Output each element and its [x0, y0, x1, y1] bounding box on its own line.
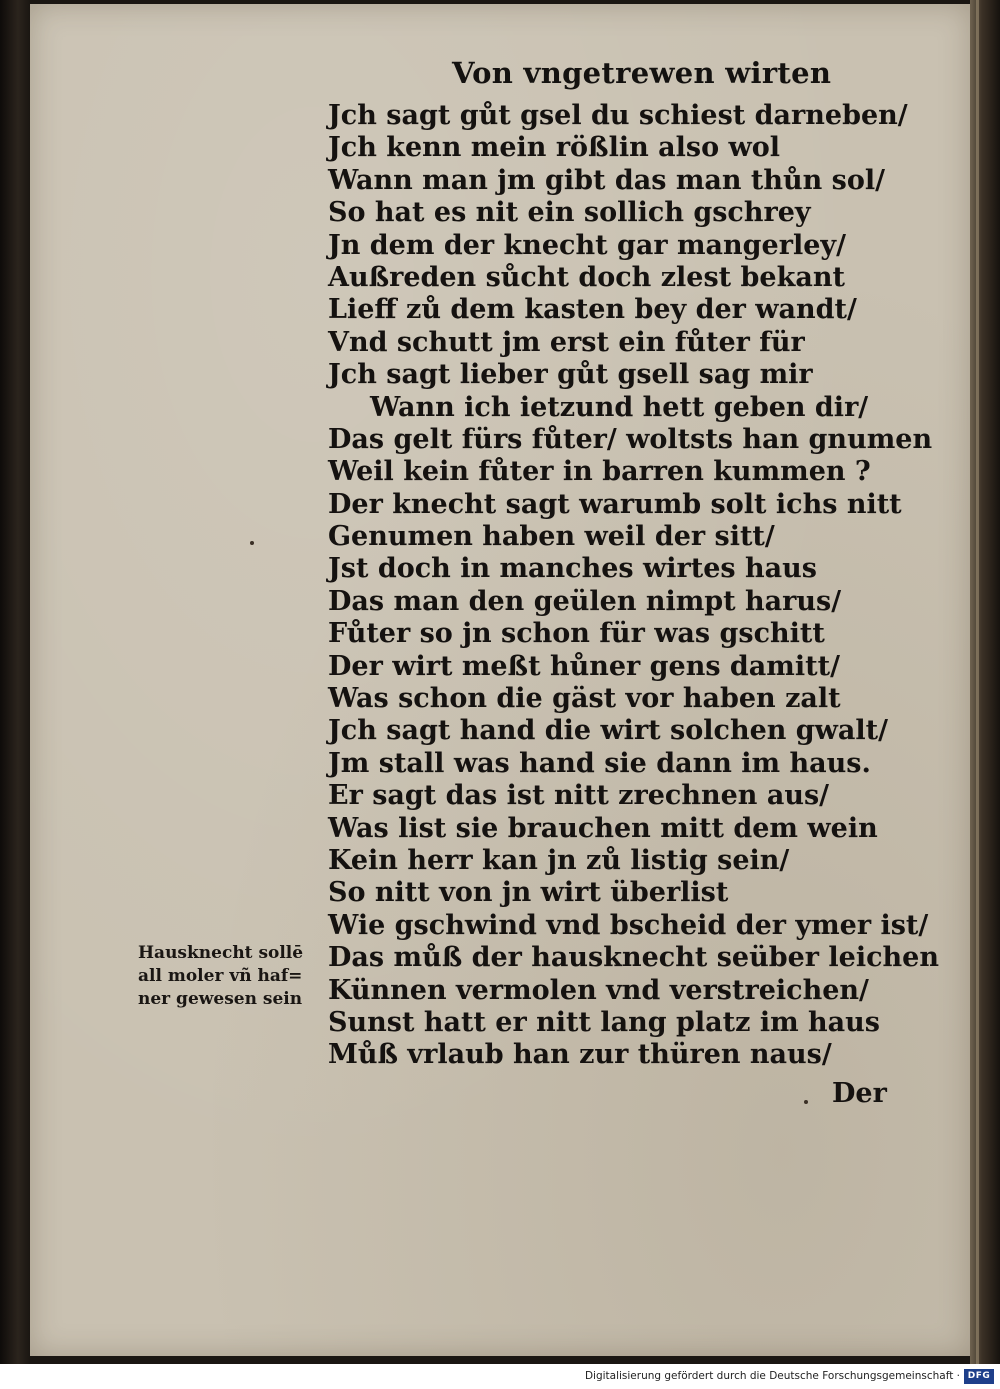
verse-line: Sunst hatt er nitt lang platz im haus	[328, 1006, 881, 1038]
verse-line: Was schon die gäst vor haben zalt	[328, 683, 841, 715]
verse-line: Jm stall was hand sie dann im haus.	[328, 747, 871, 779]
book-binding-edge	[0, 0, 30, 1389]
marginal-note-line: ner gewesen sein	[138, 989, 303, 1009]
funding-notice: Digitalisierung gefördert durch die Deutsche Forschungsgemeinschaft ·	[584, 1370, 960, 1382]
verse-line: Wann man jm gibt das man thůn sol/	[328, 164, 886, 196]
marginal-note-line: all moler vñ haf=	[138, 966, 303, 986]
verse-line: So hat es nit ein sollich gschrey	[328, 197, 811, 229]
verse-line: Wie gschwind vnd bscheid der ymer ist/	[328, 909, 929, 941]
verse-line: Das gelt fürs fůter/ woltsts han gnumen	[328, 423, 933, 455]
verse-line: Fůter so jn schon für was gschitt	[328, 618, 825, 650]
dfg-logo: DFG	[964, 1369, 994, 1384]
verse-line: Der knecht sagt warumb solt ichs nitt	[328, 488, 902, 520]
footer-bar	[0, 1364, 1000, 1389]
catchword: Der	[832, 1078, 887, 1109]
verse-line: Er sagt das ist nitt zrechnen aus/	[328, 780, 830, 812]
page-edge	[970, 0, 1000, 1389]
verse-line: Der wirt meßt hůner gens damitt/	[328, 650, 840, 682]
verse-line: Genumen haben weil der sitt/	[328, 521, 775, 553]
verse-line: Jch sagt hand die wirt solchen gwalt/	[328, 715, 888, 747]
verse-line: Außreden sůcht doch zlest bekant	[328, 261, 845, 293]
page-edge-stripe	[976, 0, 979, 1389]
verse-line: Jch kenn mein rößlin also wol	[328, 132, 780, 164]
verse-line: Kein herr kan jn zů listig sein/	[328, 844, 790, 876]
verse-line: Weil kein fůter in barren kummen ?	[328, 456, 871, 488]
ink-speck	[250, 541, 254, 545]
marginal-note	[138, 942, 328, 1011]
verse-line: Künnen vermolen vnd verstreichen/	[328, 974, 869, 1006]
verse-line: Das můß der hausknecht seüber leichen	[328, 942, 939, 974]
verse-line: Jst doch in manches wirtes haus	[328, 553, 817, 585]
verse-text-block	[328, 100, 939, 1072]
verse-line: Lieff zů dem kasten bey der wandt/	[328, 294, 857, 326]
verse-line: Jch sagt lieber gůt gsell sag mir	[328, 359, 813, 391]
running-title: Von vngetrewen wirten	[452, 56, 832, 90]
verse-line: So nitt von jn wirt überlist	[328, 877, 729, 909]
verse-line: Jch sagt gůt gsel du schiest darneben/	[328, 100, 908, 131]
verse-line: Was list sie brauchen mitt dem wein	[328, 812, 878, 844]
verse-line: Vnd schutt jm erst ein fůter für	[328, 326, 805, 358]
verse-line: Můß vrlaub han zur thüren naus/	[328, 1039, 832, 1071]
verse-line: Wann ich ietzund hett geben dir/	[370, 391, 869, 423]
ink-speck	[804, 1100, 808, 1104]
marginal-note-line: Hausknecht sollē	[138, 943, 304, 963]
verse-line: Jn dem der knecht gar mangerley/	[328, 229, 846, 261]
verse-line: Das man den geülen nimpt harus/	[328, 585, 842, 617]
